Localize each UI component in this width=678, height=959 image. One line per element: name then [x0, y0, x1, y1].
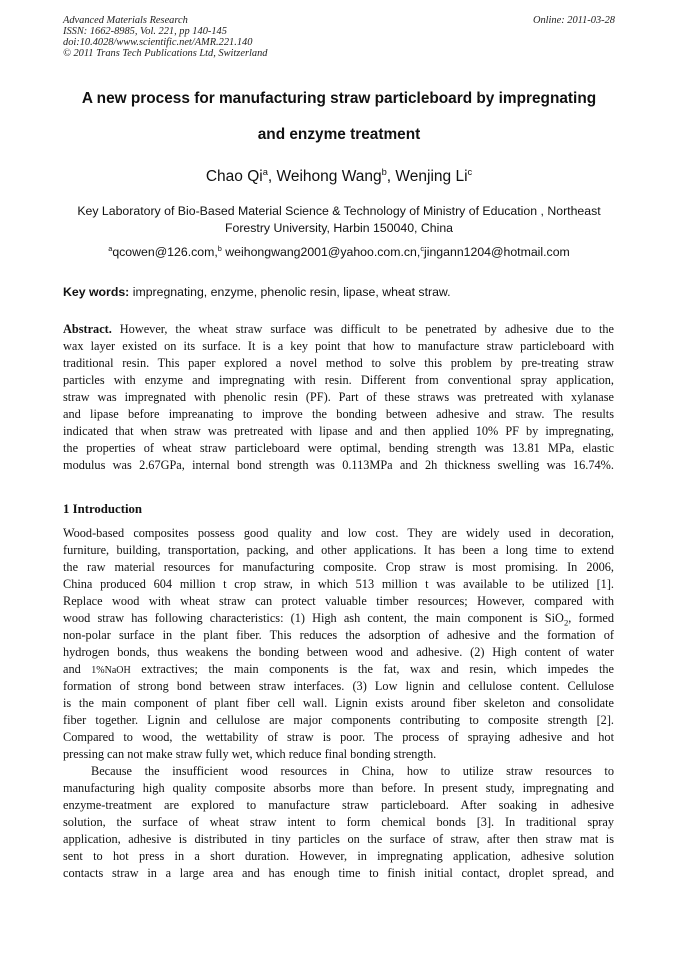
- abstract-line: the properties of wheat straw particleboard were optimal, bending strength was 13.81 MPa, elastic: [63, 441, 614, 455]
- abstract-line: [63, 321, 614, 338]
- paper-title-line-2: and enzyme treatment: [257, 126, 421, 143]
- intro-line-text: and: [63, 662, 92, 676]
- author-separator: ,: [386, 168, 396, 185]
- affiliation-line-2: Forestry University, Harbin 150040, China: [224, 221, 454, 235]
- author-list: [20, 167, 658, 187]
- author-affiliation-mark: c: [467, 166, 473, 177]
- affiliation-line-1: Key Laboratory of Bio-Based Material Science & Technology of Ministry of Education , Northeast: [77, 204, 601, 218]
- intro-line-text: , formed: [568, 611, 614, 625]
- keywords-text: impregnating, enzyme, phenolic resin, lipase, wheat straw.: [129, 285, 451, 299]
- intro-line: Wood-based composites possess good quality and low cost. They are widely used in decoration,: [63, 526, 614, 540]
- intro-line: enzyme-treatment are explored to manufacture straw particleboard. After soaking in adhesive: [63, 798, 614, 812]
- intro-line: sent to hot press in a short duration. However, in impregnating application, adhesive solution: [63, 849, 614, 863]
- intro-line: China produced 604 million t crop straw, in which 513 million t was available to be utilized [1].: [63, 577, 614, 591]
- keywords-label: Key words:: [63, 285, 130, 299]
- journal-name: Advanced Materials Research: [63, 15, 188, 26]
- online-date: Online: 2011-03-28: [532, 15, 615, 26]
- abstract-line: indicated that when straw was pretreated with lipase and and then applied 10% PF by impregnating,: [63, 424, 614, 438]
- abstract-line: and lipase before impreanating to improve the bonding between adhesive and straw. The results: [63, 407, 614, 421]
- intro-line: solution, the surface of wheat straw intent to form chemical bonds [3]. In traditional spray: [63, 815, 614, 829]
- intro-line: non-polar surface in the plant fiber. This reduces the adsorption of adhesive and the formation of: [63, 628, 614, 642]
- copyright-line: © 2011 Trans Tech Publications Ltd, Switzerland: [63, 48, 268, 59]
- author-emails: [20, 245, 658, 260]
- intro-line-text: extractives; the main components is the fat, wax and resin, which impedes the: [130, 662, 614, 676]
- intro-line: contacts straw in a large area and has enough time to finish initial contact, droplet spread, and: [63, 866, 614, 880]
- email-mark: a: [108, 243, 113, 253]
- intro-line: [63, 661, 614, 678]
- email-address[interactable]: qcowen@126.com,: [112, 245, 218, 259]
- section-heading-introduction: 1 Introduction: [63, 502, 143, 516]
- email-mark: c: [420, 243, 424, 253]
- intro-line: hydrogen bonds, thus weakens the bonding between wood and adhesive. (2) High content of water: [63, 645, 614, 659]
- author-name: Weihong Wang: [276, 168, 382, 185]
- author-name: Wenjing Li: [395, 168, 468, 185]
- doi-line: doi:10.4028/www.scientific.net/AMR.221.140: [63, 37, 253, 48]
- abstract-line: modulus was 2.67GPa, internal bond strength was 0.113MPa and 2h thickness swelling was 16.74%.: [63, 458, 614, 472]
- email-address[interactable]: weihongwang2001@yahoo.com.cn,: [221, 245, 421, 259]
- intro-line: Because the insufficient wood resources in China, how to utilize straw resources to: [91, 764, 614, 778]
- intro-line: [63, 610, 614, 627]
- intro-line: Compared to wood, the wettability of straw is poor. The process of spraying adhesive and hot: [63, 730, 614, 744]
- introduction-body: [63, 525, 614, 882]
- chemical-term: 1%NaOH: [91, 665, 131, 676]
- intro-line: furniture, building, transportation, packing, and other applications. It has been a long time to extend: [63, 543, 614, 557]
- abstract-line: traditional resin. This paper explored a novel method to solve this problem by pre-treating straw: [63, 356, 614, 370]
- author-name: Chao Qi: [205, 168, 263, 185]
- email-address[interactable]: jingann1204@hotmail.com: [424, 245, 570, 259]
- abstract-line-text: However, the wheat straw surface was difficult to be penetrated by adhesive due to the: [111, 322, 614, 336]
- author-affiliation-mark: a: [262, 166, 268, 177]
- intro-line: manufacturing high quality composite absorbs more than before. In present study, impregnating and: [63, 781, 614, 795]
- intro-line: formation of strong bond between straw interfaces. (3) Low lignin and cellulose content. Cellulose: [63, 679, 614, 693]
- abstract-line: wax layer existed on its surface. It is a key point that how to manufacture straw particleboard with: [63, 339, 614, 353]
- intro-line: is the main component of plant fiber cell wall. Lignin exists around fiber skeleton and consolidate: [63, 696, 614, 710]
- intro-line: the raw material resources for manufacturing composite. Crop straw is most promising. In 2006,: [63, 560, 614, 574]
- abstract-line: straw was impregnated with phenolic resin (PF). Part of these straws was pretreated with xylanase: [63, 390, 614, 404]
- issn-line: ISSN: 1662-8985, Vol. 221, pp 140-145: [63, 26, 227, 37]
- intro-line: pressing can not make straw fully wet, which reduce final bonding strength.: [63, 747, 437, 761]
- intro-line: application, adhesive is distributed in tiny particles on the surface of straw, after then straw mat is: [63, 832, 614, 846]
- intro-line: fiber together. Lignin and cellulose are major components contributing to composite strength [2].: [63, 713, 614, 727]
- author-affiliation-mark: b: [381, 166, 387, 177]
- abstract-label: Abstract.: [63, 322, 112, 336]
- email-mark: b: [217, 243, 222, 253]
- intro-line: Replace wood with wheat straw can protect valuable timber resources; However, compared with: [63, 594, 614, 608]
- paper-title-line-1: A new process for manufacturing straw particleboard by impregnating: [81, 90, 597, 107]
- subscript: 2: [563, 617, 569, 627]
- intro-line-text: wood straw has following characteristics: (1) High ash content, the main component is SiO: [63, 611, 564, 625]
- abstract-paragraph: [63, 321, 614, 474]
- keywords: [63, 285, 623, 300]
- abstract-line: particles with enzyme and impregnating with resin. Different from conventional spray application,: [63, 373, 614, 387]
- author-separator: ,: [267, 168, 277, 185]
